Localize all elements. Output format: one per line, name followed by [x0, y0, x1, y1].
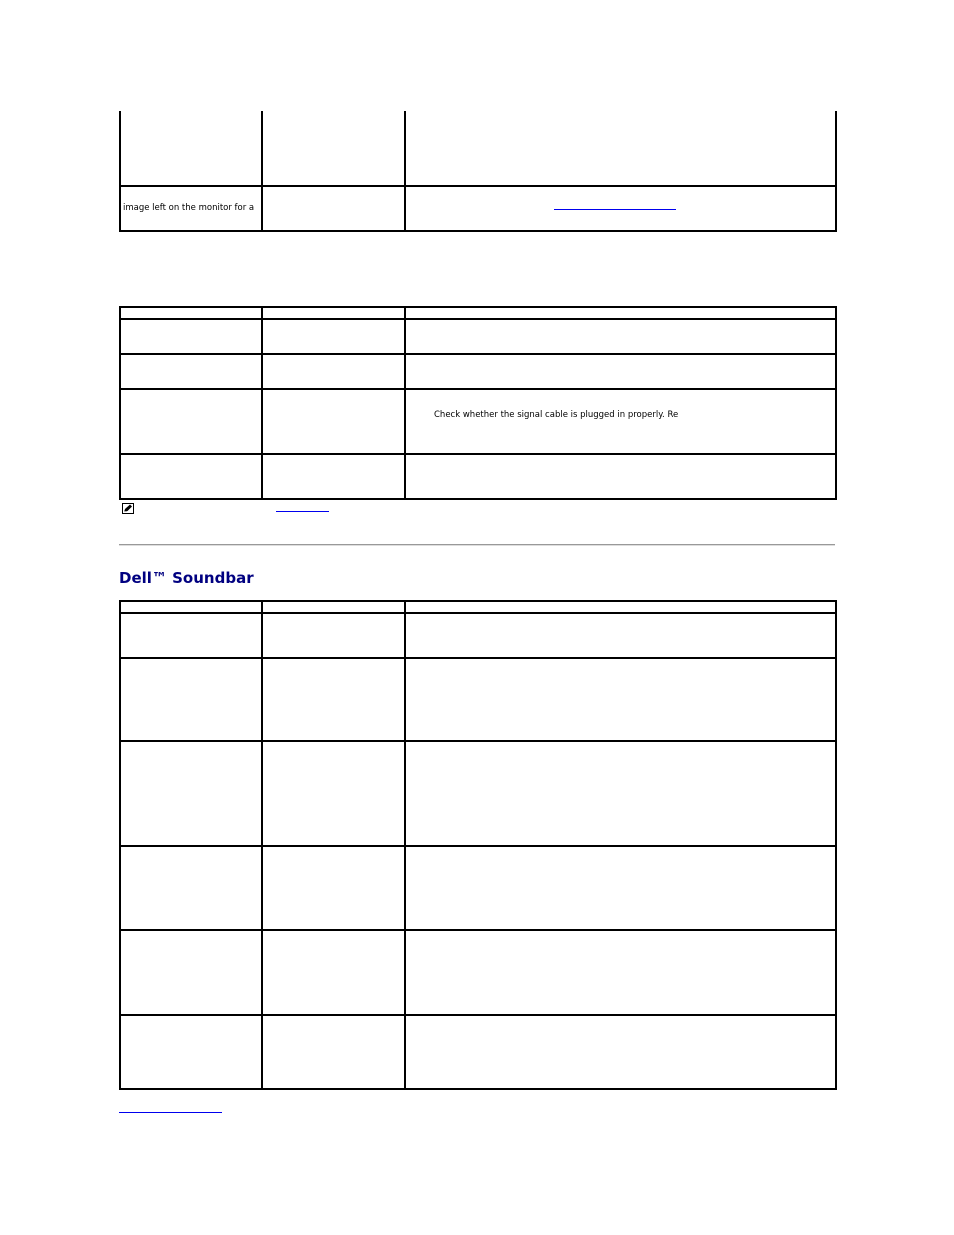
- table-header-cell: [262, 307, 405, 319]
- table-cell: [405, 319, 836, 354]
- table-header-cell: [120, 601, 262, 613]
- table-cell: [405, 741, 836, 846]
- table-cell: [120, 186, 262, 231]
- table-image-problems: [119, 111, 835, 232]
- table-cell: [405, 1015, 836, 1089]
- table-row: [120, 319, 836, 354]
- solution-text: Check whether the signal cable is plugged in properly. Re: [434, 410, 679, 420]
- table-cell: [120, 454, 262, 499]
- table-row: [120, 613, 836, 658]
- table-soundbar-problems: [119, 600, 835, 1090]
- table-cell: [120, 930, 262, 1015]
- section-heading-soundbar: Dell™ Soundbar: [119, 569, 254, 587]
- table-2: [119, 306, 837, 500]
- table-cell: [120, 846, 262, 930]
- table-cell: [262, 613, 405, 658]
- table-cell: [120, 389, 262, 454]
- table-cell: [405, 186, 836, 231]
- table-cell: [262, 930, 405, 1015]
- table-cell: [262, 658, 405, 741]
- table-cell: [262, 1015, 405, 1089]
- table-cell: [262, 454, 405, 499]
- table-row: [120, 111, 836, 186]
- table-row: [120, 186, 836, 231]
- table-cell: [405, 658, 836, 741]
- note-pencil-icon: [122, 503, 134, 514]
- table-cell: [120, 658, 262, 741]
- table-row: [120, 354, 836, 389]
- table-header-row: [120, 601, 836, 613]
- table-3: [119, 600, 837, 1090]
- table-header-row: [120, 307, 836, 319]
- table-cell: [405, 354, 836, 389]
- table-cell: [262, 741, 405, 846]
- table-row: [120, 389, 836, 454]
- table-cell: [262, 319, 405, 354]
- table-cell: [262, 186, 405, 231]
- table-cell: [262, 389, 405, 454]
- table-1: [119, 111, 837, 232]
- back-to-contents-link[interactable]: [119, 1112, 222, 1113]
- table-cell: [405, 930, 836, 1015]
- table-cell: [120, 354, 262, 389]
- table-row: [120, 1015, 836, 1089]
- note-link[interactable]: [276, 511, 329, 512]
- table-cell: [405, 846, 836, 930]
- table-cell: [120, 319, 262, 354]
- table-cell: [120, 111, 262, 186]
- table-cell: [120, 1015, 262, 1089]
- table-cell: [262, 354, 405, 389]
- table-row: [120, 846, 836, 930]
- table-row: [120, 658, 836, 741]
- table-cell: [405, 454, 836, 499]
- table-header-cell: [120, 307, 262, 319]
- table-cell: [120, 741, 262, 846]
- table-cell: [405, 111, 836, 186]
- table-row: [120, 454, 836, 499]
- table-cell: [120, 613, 262, 658]
- table-header-cell: [405, 307, 836, 319]
- table-cell: [262, 111, 405, 186]
- table-cell: [262, 846, 405, 930]
- table-row: [120, 930, 836, 1015]
- table-cell: [405, 389, 836, 454]
- solution-link[interactable]: [554, 208, 676, 210]
- section-divider: [119, 544, 835, 546]
- problem-description: image left on the monitor for a: [123, 203, 255, 213]
- table-product-specific-problems: [119, 306, 835, 500]
- table-header-cell: [262, 601, 405, 613]
- table-header-cell: [405, 601, 836, 613]
- table-row: [120, 741, 836, 846]
- table-cell: [405, 613, 836, 658]
